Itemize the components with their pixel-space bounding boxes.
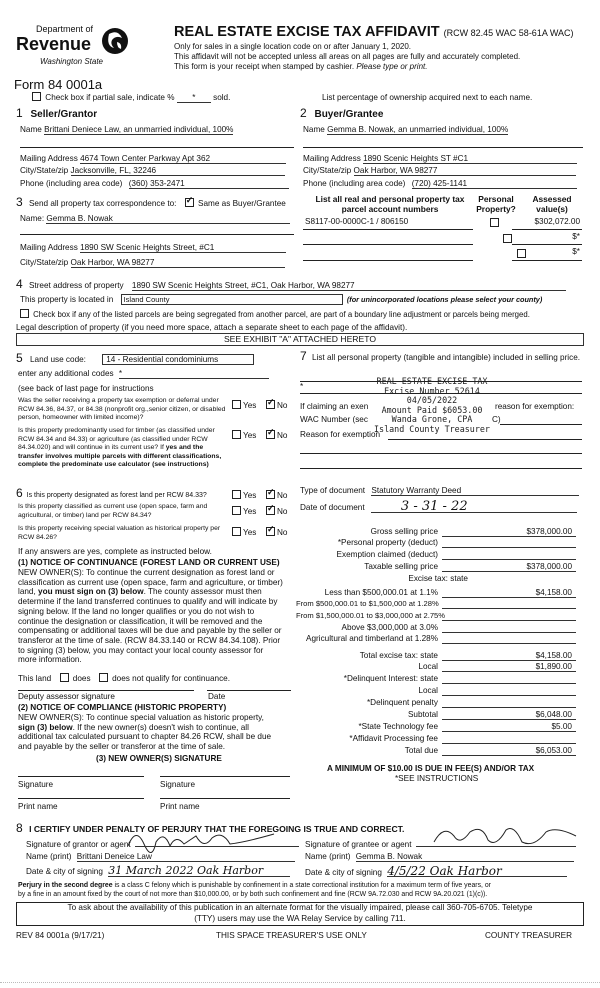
total-due-label: Total due — [404, 746, 438, 755]
land-use-label: Land use code: — [29, 355, 86, 364]
section-4-num: 4 — [16, 277, 23, 291]
perjury-text-1: is a class C felony which is punishable by confinement in a state correctional institution for a maximum term of five years, or — [112, 882, 491, 889]
buyer-mailing-label: Mailing Address — [303, 154, 361, 163]
tier4-value[interactable] — [442, 623, 576, 633]
corr-city-label: City/State/zip — [20, 258, 69, 267]
delinq-state-label: *Delinquent Interest: state — [343, 674, 438, 683]
tier2-label: From $500,000.01 to $1,500,000 at 1.28% — [296, 599, 439, 608]
buyer-phone-row — [303, 179, 577, 189]
owner-sig-label-2: Signature — [160, 780, 196, 789]
partial-sale-pct[interactable]: * — [177, 93, 211, 103]
buyer-name-field[interactable]: Gemma B. Nowak, an unmarried individual, 100% — [327, 125, 509, 134]
new-owner-sig-title: (3) NEW OWNER(S) SIGNATURE — [96, 754, 222, 763]
owner-print-line-1 — [18, 798, 144, 799]
grantee-date-field[interactable]: 4/5/22 Oak Harbor — [387, 866, 567, 877]
delinq-state-value[interactable] — [442, 674, 576, 684]
continuance-body — [18, 568, 283, 665]
stamp-line-5: Wanda Grone, CPA — [391, 414, 473, 425]
penalty-label: *Delinquent penalty — [366, 698, 438, 707]
cont-line-5: signing below. If the land no longer qualifies or you do not wish to — [18, 606, 255, 616]
wa-logo-icon — [100, 26, 130, 56]
parcel-row-1-line — [303, 229, 473, 230]
excise-tax-stamp — [362, 377, 502, 435]
cont-line-7: compensating or additional taxes will be due and payable by the seller or — [18, 626, 282, 636]
doc-date-row — [300, 501, 577, 513]
delinq-local-label: Local — [418, 686, 438, 695]
seller-city-row — [20, 166, 285, 176]
corr-name-label: Name: — [20, 214, 45, 223]
seller-heading-text: Seller/Grantor — [30, 109, 98, 120]
tech-fee-value[interactable]: $5.00 — [442, 722, 576, 732]
historical-no-label: No — [277, 528, 288, 537]
cont-line-2: classification as current use (open space, farm and agriculture, or timber) — [18, 577, 283, 587]
grantor-date-row — [26, 866, 290, 877]
current-use-yes — [232, 506, 256, 516]
claim-exemption-tail: reason for exemption: — [495, 402, 575, 411]
certify-text: I CERTIFY UNDER PENALTY OF PERJURY THAT THE FOREGOING IS TRUE AND CORRECT. — [29, 824, 405, 834]
corr-mailing-label: Mailing Address — [20, 243, 78, 252]
buyer-city-label: City/State/zip — [303, 166, 352, 175]
seller-phone-row — [20, 179, 289, 189]
total-state-value[interactable]: $4,158.00 — [442, 651, 576, 661]
personal-row-1-checkbox[interactable] — [490, 218, 499, 227]
historical-yes-checkbox[interactable] — [232, 527, 241, 536]
buyer-city-field[interactable]: Oak Harbor, WA 98277 — [354, 166, 576, 176]
grantee-name-field[interactable]: Gemma B. Nowak — [356, 852, 574, 862]
perjury-line-1 — [18, 882, 491, 891]
subtotal-label: Subtotal — [407, 710, 438, 719]
logo-department: Department of — [36, 24, 94, 34]
penalty-value[interactable] — [442, 698, 576, 708]
corr-mailing-field[interactable]: 1890 SW Scenic Heights Street, #C1 — [80, 243, 286, 253]
buyer-heading-text: Buyer/Grantee — [314, 109, 384, 120]
same-as-buyer-label: Same as Buyer/Grantee — [198, 199, 286, 208]
partial-sale-checkbox[interactable] — [32, 92, 41, 101]
grantee-name-row — [305, 852, 574, 862]
exemption-no-label: No — [277, 401, 288, 410]
compliance-body — [18, 713, 271, 752]
sold-label: sold. — [213, 93, 231, 102]
cont-3c: . The county assessor must then — [143, 587, 262, 597]
local-value[interactable]: $1,890.00 — [442, 662, 576, 672]
logo — [14, 24, 134, 76]
alt-format-box — [16, 902, 584, 926]
cont-line-10: more information. — [18, 655, 82, 665]
pct-ownership-note: List percentage of ownership acquired next to each name. — [322, 93, 533, 102]
header-line-3 — [174, 62, 427, 71]
assessed-row-2-line — [512, 244, 582, 245]
header-line-2: This affidavit will not be accepted unless all areas on all pages are fully and accurately completed. — [174, 52, 521, 61]
personal-property-text: List all personal property (tangible and intangible) included in selling price. — [311, 353, 581, 362]
exemption-deduct-value[interactable] — [442, 550, 576, 560]
owner-print-label-2: Print name — [160, 802, 200, 811]
timber-yes-label: Yes — [243, 431, 257, 440]
current-use-yes-label: Yes — [243, 507, 257, 516]
scan-edge-line — [0, 982, 600, 983]
local-label: Local — [418, 662, 438, 671]
gross-label: Gross selling price — [370, 527, 438, 536]
assessed-row-3-line — [512, 260, 582, 261]
current-use-no-label: No — [277, 507, 288, 516]
street-field[interactable]: 1890 SW Scenic Heights Street, #C1, Oak Harbor, WA 98277 — [132, 281, 566, 291]
seller-city-field[interactable]: Jacksonville, FL, 32246 — [71, 166, 285, 176]
segregated-row — [20, 309, 530, 319]
seller-phone-label: Phone (including area code) — [20, 179, 123, 188]
personal-row-2-checkbox[interactable] — [503, 234, 512, 243]
section-8-num: 8 — [16, 821, 23, 835]
perjury-line-2: by a fine in an amount fixed by the court of not more than $10,000.00, or by both such confinement and fine (RCW 9A.72.030 and RCW 9A.20.021 (1)(c)). — [18, 890, 488, 898]
historical-no — [266, 527, 287, 537]
affidavit-fee-label: *Affidavit Processing fee — [349, 734, 438, 743]
wac-line — [500, 424, 582, 425]
exemption-question: Was the seller receiving a property tax exemption or deferral under RCW 84.36, 84.37, or 84.38 (nonprofit org.,senior citizen, or disabled person, homeowner with limited income)? — [18, 397, 226, 421]
doc-type-field[interactable]: Statutory Warranty Deed — [371, 486, 579, 496]
see-back-note: (see back of last page for instructions — [18, 384, 154, 393]
forest-question-text: Is this property designated as forest land per RCW 84.33? — [26, 492, 207, 499]
county-treasurer: COUNTY TREASURER — [485, 931, 573, 940]
affidavit-fee-value[interactable] — [442, 734, 576, 744]
excise-state-label: Excise tax: state — [408, 574, 468, 583]
wac-label: WAC Number (sec — [300, 415, 368, 424]
legal-description-text: SEE EXHIBIT "A" ATTACHED HERETO — [223, 334, 377, 344]
doc-date-label: Date of document — [300, 503, 365, 512]
comp-2a: sign (3) below — [18, 722, 73, 732]
rev-number: REV 84 0001a (9/17/21) — [16, 931, 105, 940]
owner-print-line-2 — [160, 798, 290, 799]
alt-format-line-2: (TTY) users may use the WA Relay Service by calling 711. — [194, 913, 406, 923]
stamp-line-2: Excise Number 52614 — [384, 385, 480, 396]
perjury-bold: Perjury in the second degree — [18, 882, 113, 889]
seller-name-label: Name — [20, 125, 42, 134]
owner-sig-label-1: Signature — [18, 780, 54, 789]
grantor-name-row — [26, 852, 295, 862]
assessed-row-2[interactable]: $* — [572, 232, 580, 241]
see-instructions: *SEE INSTRUCTIONS — [395, 774, 479, 783]
corr-city-field[interactable]: Oak Harbor, WA 98277 — [71, 258, 285, 268]
seller-mailing-field[interactable]: 4674 Town Center Parkway Apt 362 — [80, 154, 286, 164]
claim-exemption-label: If claiming an exen — [300, 402, 369, 411]
correspondence-label: Send all property tax correspondence to: — [28, 199, 177, 208]
not-qualify-label: does not qualify for continuance. — [112, 674, 231, 683]
buyer-mailing-field[interactable]: 1890 Scenic Heights ST #C1 — [363, 154, 577, 164]
tier3-label: From $1,500,000.01 to $3,000,000 at 2.75% — [296, 611, 446, 620]
buyer-phone-field[interactable]: (720) 425-1141 — [412, 179, 577, 189]
tech-fee-label: *State Technology fee — [358, 722, 438, 731]
exemption-yes — [232, 400, 256, 410]
grantee-date-row — [305, 866, 567, 877]
treasurer-use: THIS SPACE TREASURER'S USE ONLY — [216, 931, 367, 940]
county-select[interactable]: Island County — [121, 294, 343, 305]
seller-name-field[interactable]: Brittani Deniece Law, an unmarried individual, 100% — [44, 125, 234, 134]
tier4-label: Above $3,000,000 at 3.0% — [341, 623, 438, 632]
grantor-name-field[interactable]: Brittani Deneice Law — [77, 852, 295, 862]
cont-3a: land, — [18, 587, 39, 597]
timber-question-text: Is this property predominantly used for timber (as classified under RCW 84.34 and 84.33) or agriculture (as classified under RCW 84.34.020) and will continue in its current use? If — [18, 427, 215, 451]
grantee-sig-field[interactable] — [416, 838, 576, 847]
cont-line-1: NEW OWNER(S): To continue the current designation as forest land or — [18, 568, 275, 577]
exemption-no-checkbox[interactable] — [266, 400, 275, 409]
grantee-sig-label: Signature of grantee or agent — [305, 840, 412, 849]
title-text: REAL ESTATE EXCISE TAX AFFIDAVIT — [174, 24, 440, 40]
stamp-line-6: Island County Treasurer — [374, 423, 490, 434]
historical-yes-label: Yes — [243, 528, 257, 537]
taxable-label: Taxable selling price — [364, 562, 438, 571]
section-5-num: 5 — [16, 351, 23, 365]
delinq-local-value[interactable] — [442, 686, 576, 696]
tier5-label: Agricultural and timberland at 1.28% — [306, 634, 438, 643]
segregated-label: Check box if any of the listed parcels are being segregated from another parcel, are part of a boundary line adjustment or parcels being merged. — [33, 310, 530, 319]
current-use-question: Is this property classified as current use (open space, farm and agricultural, or timber) land per RCW 84.34? — [18, 503, 208, 519]
legal-description-field[interactable] — [16, 333, 584, 346]
timber-question — [18, 427, 230, 470]
grantor-sig-row — [26, 838, 299, 849]
comp-line-2 — [18, 723, 271, 733]
corr-name-field[interactable]: Gemma B. Nowak — [46, 214, 290, 224]
grantee-date-label: Date & city of signing — [305, 868, 382, 877]
form-title — [174, 24, 574, 40]
buyer-name-row — [303, 125, 508, 134]
section-2-num: 2 — [300, 106, 307, 120]
timber-no — [266, 430, 287, 440]
tier1-label: Less than $500,000.01 at 1.1% — [324, 588, 438, 597]
seller-name-row — [20, 125, 233, 134]
section-6-num: 6 — [16, 486, 23, 500]
title-ref: (RCW 82.45 WAC 58-61A WAC) — [443, 28, 574, 38]
owner-print-label-1: Print name — [18, 802, 58, 811]
stamp-line-4: Amount Paid $6053.00 — [381, 404, 483, 415]
located-row — [20, 294, 542, 305]
exemption-no — [266, 400, 287, 410]
cont-line-3 — [18, 587, 283, 597]
does-label: does — [72, 674, 91, 683]
correspondence-row — [16, 195, 286, 209]
forest-no-label: No — [277, 491, 288, 500]
additional-codes-row — [18, 369, 269, 379]
cont-line-4: determine if the land transferred continues to qualify and will indicate by — [18, 597, 278, 607]
assessed-row-1[interactable]: $302,072.00 — [534, 217, 580, 226]
exemption-yes-checkbox[interactable] — [232, 400, 241, 409]
segregated-checkbox[interactable] — [20, 309, 29, 318]
compliance-title: (2) NOTICE OF COMPLIANCE (HISTORIC PROPERTY) — [18, 703, 227, 712]
land-use-row — [16, 351, 254, 365]
historical-yes — [232, 527, 256, 537]
owner-sig-line-2 — [160, 776, 290, 777]
personal-deduct-label: *Personal property (deduct) — [337, 538, 438, 547]
tier2-value[interactable] — [442, 599, 576, 609]
section-1-num: 1 — [16, 106, 23, 120]
personal-deduct-value[interactable] — [442, 538, 576, 548]
additional-codes-field[interactable]: * — [119, 369, 269, 379]
assessed-col-header: Assessed value(s) — [532, 194, 572, 214]
forest-yes-label: Yes — [243, 491, 257, 500]
owner-sig-line-1 — [18, 776, 144, 777]
section-7-num: 7 — [300, 349, 307, 363]
street-row — [16, 277, 566, 291]
tier1-value[interactable]: $4,158.00 — [442, 588, 576, 598]
reason-label: Reason for exemption — [300, 430, 381, 439]
deputy-date-line — [207, 690, 291, 691]
parcel-row-1[interactable]: S8117-00-0000C-1 / 806150 — [305, 217, 409, 226]
minimum-note: A MINIMUM OF $10.00 IS DUE IN FEE(S) AND/OR TAX — [327, 764, 535, 773]
forest-question — [16, 486, 230, 501]
deputy-date-label: Date — [208, 692, 226, 701]
total-due-value[interactable]: $6,053.00 — [442, 746, 576, 756]
seller-mailing-row — [20, 154, 286, 164]
taxable-value[interactable]: $378,000.00 — [442, 562, 576, 572]
assessed-row-1-line — [512, 229, 582, 230]
pp-star: * — [300, 382, 304, 391]
cont-line-9: to signing (3) below, you may contact your local county assessor for — [18, 645, 264, 655]
current-use-no-checkbox[interactable] — [266, 506, 275, 515]
gross-value[interactable]: $378,000.00 — [442, 527, 576, 537]
comp-line-4: and payable by the seller or transferor at the time of sale. — [18, 742, 226, 752]
corr-mailing-row — [20, 243, 286, 253]
buyer-name-line-2 — [303, 147, 583, 148]
deputy-sig-label: Deputy assessor signature — [18, 692, 115, 701]
subtotal-value[interactable]: $6,048.00 — [442, 710, 576, 720]
land-does-checkbox[interactable] — [60, 673, 69, 682]
reason-line-1 — [388, 439, 582, 440]
cont-3b: you must sign on (3) below — [38, 587, 144, 597]
buyer-city-row — [303, 166, 576, 176]
parcel-row-2-line — [303, 244, 473, 245]
buyer-heading — [300, 106, 383, 120]
corr-city-row — [20, 258, 285, 268]
stamp-line-1: REAL ESTATE EXCISE TAX — [376, 376, 488, 386]
seller-mailing-label: Mailing Address — [20, 154, 78, 163]
logo-revenue: Revenue — [16, 34, 92, 54]
forest-yes-checkbox[interactable] — [232, 490, 241, 499]
continuance-title: (1) NOTICE OF CONTINUANCE (FOREST LAND OR CURRENT USE) — [18, 558, 280, 567]
historical-no-checkbox[interactable] — [266, 527, 275, 536]
grantor-name-label: Name (print) — [26, 852, 72, 861]
doc-type-row — [300, 486, 579, 496]
grantor-date-field[interactable]: 31 March 2022 Oak Harbor — [108, 866, 290, 877]
seller-phone-field[interactable]: (360) 353-2471 — [129, 179, 289, 189]
forest-yes — [232, 490, 256, 500]
buyer-phone-label: Phone (including area code) — [303, 179, 406, 188]
land-label: This land — [18, 674, 52, 683]
timber-question-bold: yes and the transfer involves multiple parcels with different classifications, complete the predominate use calculator (see instructions) — [18, 444, 222, 468]
corr-name-row — [20, 214, 290, 224]
timber-yes-checkbox[interactable] — [232, 430, 241, 439]
legal-label: Legal description of property (if you need more space, attach a separate sheet to each page of the affidavit). — [16, 323, 408, 332]
personal-col-header: Personal Property? — [476, 194, 516, 214]
grantor-sig-label: Signature of grantor or agent — [26, 840, 131, 849]
partial-sale-row — [32, 92, 230, 103]
forest-no-checkbox[interactable] — [266, 490, 275, 499]
assessed-row-3[interactable]: $* — [572, 247, 580, 256]
comp-2b: . If the new owner(s) doesn't wish to continue, all — [72, 722, 249, 732]
land-use-select[interactable]: 14 - Residential condominiums — [102, 354, 254, 365]
logo-washington: Washington State — [40, 57, 104, 66]
type-or-print: Please type or print. — [356, 62, 428, 71]
stamp-line-3: 04/05/2022 — [406, 395, 458, 406]
timber-yes — [232, 430, 256, 440]
exemption-deduct-label: Exemption claimed (deduct) — [336, 550, 438, 559]
buyer-name-label: Name — [303, 125, 325, 134]
corr-name-line-2 — [20, 234, 294, 235]
historical-question: Is this property receiving special valuation as historical property per RCW 84.26? — [18, 525, 221, 541]
current-use-yes-checkbox[interactable] — [232, 506, 241, 515]
reason-line-2 — [300, 453, 582, 454]
deputy-sig-line — [18, 690, 194, 691]
timber-no-label: No — [277, 431, 288, 440]
personal-property-label — [300, 351, 582, 363]
grantee-name-label: Name (print) — [305, 852, 351, 861]
receipt-note: This form is your receipt when stamped by cashier. — [174, 62, 355, 71]
cont-line-6: continue the designation or classification, it will be removed and the — [18, 616, 263, 626]
street-label: Street address of property — [28, 281, 124, 290]
alt-format-line-1: To ask about the availability of this publication in an alternate format for the visually impaired, please call 360-705-6705. Teletype — [67, 903, 533, 912]
seller-name-line-2 — [20, 147, 294, 148]
section-3-num: 3 — [16, 195, 23, 209]
comp-line-1: NEW OWNER(S): To continue special valuation as historic property, — [18, 713, 264, 722]
grantor-date-label: Date & city of signing — [26, 867, 103, 876]
grantee-sig-row — [305, 838, 576, 849]
form-number: Form 84 0001a — [14, 77, 103, 92]
land-not-qualify-checkbox[interactable] — [99, 673, 108, 682]
wac-tail: C) — [492, 415, 501, 424]
unincorporated-note: (for unincorporated locations please select your county) — [346, 295, 543, 304]
buyer-mailing-row — [303, 154, 577, 164]
exemption-yes-label: Yes — [243, 401, 257, 410]
reason-line-3 — [300, 468, 582, 469]
total-state-label: Total excise tax: state — [359, 651, 438, 660]
tier3-value[interactable] — [442, 611, 576, 621]
located-label: This property is located in — [20, 295, 114, 304]
cont-line-8: transferor at the time of sale. (RCW 84.33.140 or RCW 84.34.108). Prior — [18, 635, 281, 645]
seller-heading — [16, 106, 97, 120]
seller-city-label: City/State/zip — [20, 166, 69, 175]
current-use-no — [266, 506, 287, 516]
land-qualify-row — [18, 673, 230, 683]
header-line-1: Only for sales in a single location code on or after January 1, 2020. — [174, 42, 412, 51]
partial-sale-label: Check box if partial sale, indicate % — [45, 93, 175, 102]
timber-no-checkbox[interactable] — [266, 430, 275, 439]
grantor-sig-field[interactable] — [135, 838, 299, 847]
parcel-col-header: List all real and personal property tax parcel account numbers — [315, 194, 465, 214]
if-yes-note: If any answers are yes, complete as instructed below. — [18, 547, 212, 556]
parcel-row-3-line — [303, 260, 473, 261]
tier5-value[interactable] — [442, 634, 576, 644]
doc-type-label: Type of document — [300, 486, 366, 495]
same-as-buyer-checkbox[interactable] — [185, 198, 194, 207]
additional-codes-label: enter any additional codes — [18, 369, 114, 378]
comp-line-3: additional tax calculated pursuant to chapter 84.26 RCW, shall be due — [18, 732, 272, 742]
perjury-note — [18, 882, 491, 899]
forest-no — [266, 490, 287, 500]
doc-date-field[interactable]: 3 - 31 - 22 — [371, 501, 577, 513]
